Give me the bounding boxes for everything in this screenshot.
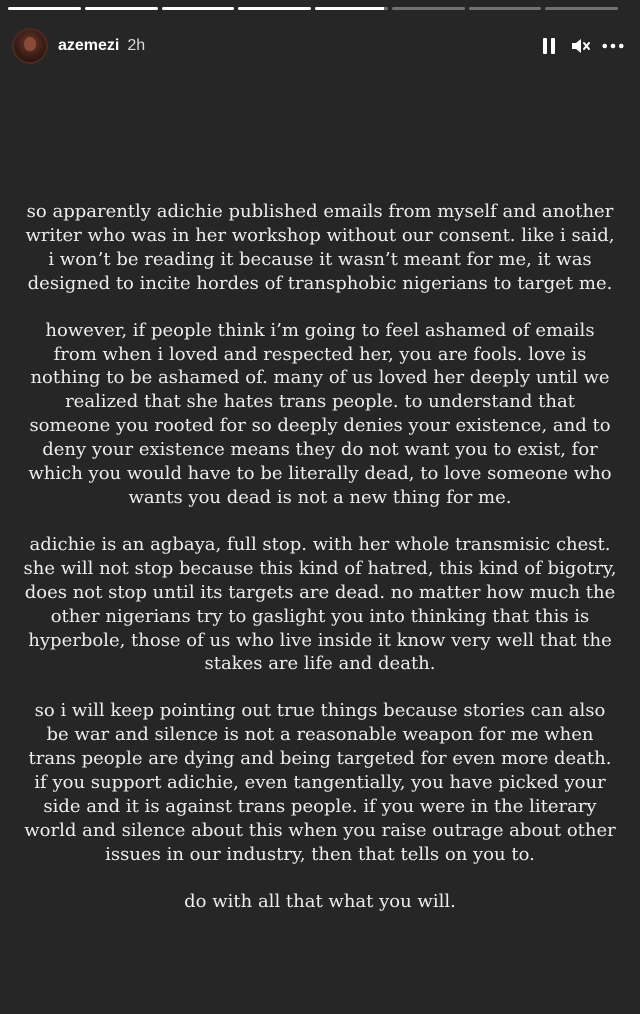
story-paragraph-1: so apparently adichie published emails from myself and another writer who was in her workshop without our consent. like i said, i won’t be reading it because it wasn’t meant for me, it was designed to incite hordes of transphobic nigerians to target me. [25, 201, 615, 294]
story-progress-bar [8, 7, 618, 10]
story-paragraph-2: however, if people think i’m going to feel ashamed of emails from when i loved and respected her, you are fools. love is nothing to be ashamed of. many of us loved her deeply until we realized that she hates trans people. to understand that someone you rooted for so deeply denies your existence, and to deny your existence means they do not want you to exist, for which you would have to be literally dead, to love someone who wants you dead is not a new thing for me. [28, 319, 612, 508]
progress-segment [545, 7, 618, 10]
pause-icon[interactable] [538, 35, 560, 57]
mute-icon[interactable] [570, 35, 592, 57]
story-paragraph-3: adichie is an agbaya, full stop. with her whole transmisic chest. she will not stop because this kind of hatred, this kind of bigotry, does not stop until its targets are dead. no matter how much the other nigerians try to gaslight you into thinking that this is hyperbole, those of us who live inside it know very well that the stakes are life and death. [23, 533, 617, 675]
avatar[interactable] [12, 28, 48, 64]
progress-segment [85, 7, 158, 10]
story-controls [538, 35, 624, 57]
more-icon[interactable] [602, 35, 624, 57]
progress-segment [392, 7, 465, 10]
progress-segment [162, 7, 235, 10]
story-header [12, 26, 624, 66]
story-paragraph-4: so i will keep pointing out true things because stories can also be war and silence is not a reasonable weapon for me when trans people are dying and being targeted for even more death. if you support adichie, even tangentially, you have picked your side and it is against trans people. if you were in the literary world and silence about this when you raise outrage about other issues in our industry, then that tells on you to. [24, 700, 616, 865]
progress-segment [238, 7, 311, 10]
timestamp: 2h [127, 37, 146, 54]
story-paragraph-5: do with all that what you will. [184, 890, 456, 912]
story-text [22, 200, 618, 937]
progress-segment [469, 7, 542, 10]
progress-segment [315, 7, 388, 10]
progress-segment [8, 7, 81, 10]
username[interactable]: azemezi [58, 37, 120, 54]
